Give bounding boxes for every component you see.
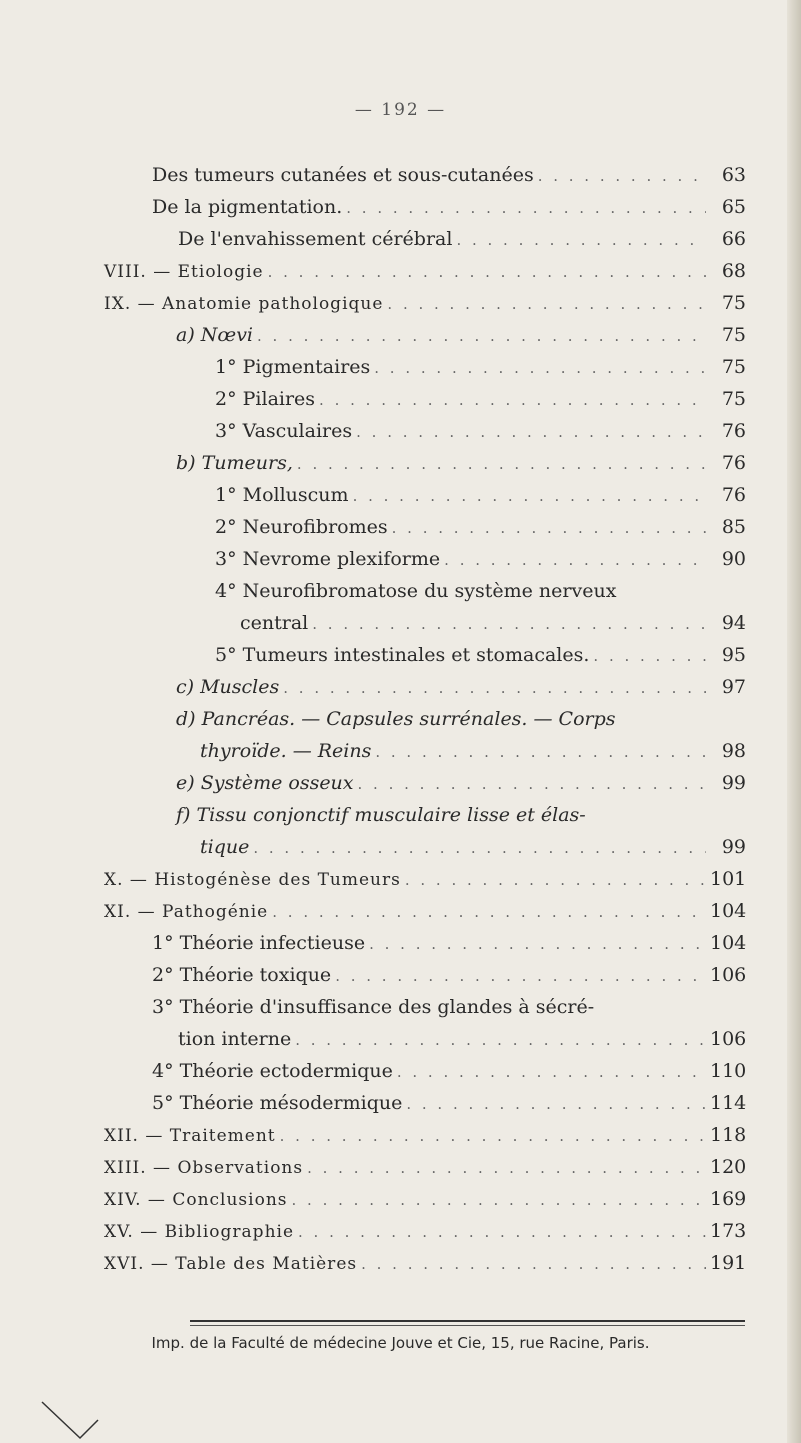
toc-entry-label: 3° Nevrome plexiforme [215, 548, 441, 570]
dot-leader [405, 866, 706, 894]
toc-entry[interactable] [152, 1057, 746, 1086]
dot-leader [356, 418, 706, 446]
toc-entry[interactable] [215, 545, 746, 574]
footer-rule-thick [190, 1320, 745, 1322]
toc-entry[interactable] [152, 161, 746, 190]
toc-entry[interactable] [200, 737, 746, 766]
dot-leader [353, 482, 706, 510]
printer-imprint: Imp. de la Faculté de médecine Jouve et Cie, 15, rue Racine, Paris. [151, 1334, 650, 1352]
toc-entry[interactable] [215, 385, 746, 414]
toc-entry[interactable] [104, 1121, 746, 1150]
toc-entry-page: 90 [721, 548, 746, 570]
dot-leader [280, 1122, 706, 1150]
toc-entry-label: 2° Neurofibromes [215, 516, 388, 538]
toc-entry-page: 173 [710, 1220, 747, 1242]
toc-entry[interactable] [152, 193, 746, 222]
toc-entry-label: Des tumeurs cutanées et sous-cutanées [152, 164, 534, 186]
toc-entry[interactable] [215, 481, 746, 510]
toc-entry[interactable] [104, 1185, 746, 1214]
toc-entry-label: XI. — Pathogénie [104, 902, 269, 922]
toc-entry-label: c) Muscles [176, 676, 280, 698]
toc-entry[interactable] [104, 289, 746, 318]
toc-entry[interactable] [152, 961, 746, 990]
toc-entry[interactable] [176, 321, 746, 350]
toc-entry-label: 5° Tumeurs intestinales et stomacales. [215, 644, 590, 666]
toc-entry-page: 169 [710, 1188, 747, 1210]
toc-entry-page: 118 [710, 1124, 747, 1146]
dot-leader [292, 1186, 706, 1214]
toc-entry-page: 76 [721, 484, 746, 506]
toc-entry-label: IX. — Anatomie pathologique [104, 294, 384, 314]
toc-entry[interactable] [176, 769, 746, 798]
dot-leader [444, 546, 706, 574]
toc-entry-page: 106 [710, 964, 747, 986]
toc-entry-label: tion interne [178, 1028, 292, 1050]
dot-leader [297, 450, 706, 478]
dot-leader [268, 258, 706, 286]
toc-entry-label: 2° Théorie toxique [152, 964, 332, 986]
dot-leader [593, 642, 706, 670]
page-edge [787, 0, 801, 1443]
toc-entry-label-line1: 4° Neurofibromatose du système nerveux [215, 580, 617, 602]
dot-leader [358, 770, 706, 798]
dot-leader [375, 738, 706, 766]
dot-leader [257, 322, 706, 350]
toc-entry[interactable] [240, 609, 746, 638]
toc-entry-page: 120 [710, 1156, 747, 1178]
toc-entry-label: tique [200, 836, 250, 858]
toc-entry-label: XV. — Bibliographie [104, 1222, 295, 1242]
dot-leader [272, 898, 706, 926]
toc-entry-page: 99 [721, 836, 746, 858]
dot-leader [312, 610, 706, 638]
dot-leader [307, 1154, 706, 1182]
toc-entry-page: 75 [721, 356, 746, 378]
toc-entry-label: e) Système osseux [176, 772, 354, 794]
toc-entry-label: 1° Théorie infectieuse [152, 932, 366, 954]
toc-entry-page: 104 [710, 932, 747, 954]
toc-entry-label-line1: d) Pancréas. — Capsules surrénales. — Corps [176, 708, 616, 730]
footer-rule-thin [190, 1325, 745, 1326]
toc-entry[interactable] [104, 1249, 746, 1278]
toc-entry-label: 4° Théorie ectodermique [152, 1060, 393, 1082]
toc-entry-page: 95 [721, 644, 746, 666]
toc-entry-label: 5° Théorie mésodermique [152, 1092, 403, 1114]
dot-leader [369, 930, 706, 958]
toc-entry-page: 75 [721, 324, 746, 346]
toc-entry-label: 3° Vasculaires [215, 420, 353, 442]
toc-entry-page: 106 [710, 1028, 747, 1050]
dot-leader [387, 290, 706, 318]
toc-entry[interactable] [104, 897, 746, 926]
dot-leader [253, 834, 706, 862]
dot-leader [335, 962, 706, 990]
toc-entry-page: 63 [721, 164, 746, 186]
dot-leader [346, 194, 706, 222]
toc-entry-label: XII. — Traitement [104, 1126, 276, 1146]
toc-entry-page: 94 [721, 612, 746, 634]
toc-entry-page: 75 [721, 292, 746, 314]
toc-entry[interactable] [152, 929, 746, 958]
toc-entry-page: 97 [721, 676, 746, 698]
toc-entry-label: thyroïde. — Reins [200, 740, 372, 762]
toc-entry-label: 1° Pigmentaires [215, 356, 371, 378]
toc-entry[interactable] [200, 833, 746, 862]
dot-leader [538, 162, 706, 190]
toc-entry[interactable] [215, 417, 746, 446]
toc-entry-label: De l'envahissement cérébral [178, 228, 453, 250]
toc-entry-page: 101 [710, 868, 747, 890]
dot-leader [397, 1058, 706, 1086]
toc-entry-label: 2° Pilaires [215, 388, 316, 410]
toc-entry[interactable] [215, 641, 746, 670]
toc-entry-page: 104 [710, 900, 747, 922]
toc-entry[interactable] [104, 257, 746, 286]
page-number: — 192 — [354, 100, 447, 120]
toc-entry-label: VIII. — Etiologie [104, 262, 264, 282]
toc-entry-page: 68 [721, 260, 746, 282]
toc-entry[interactable] [215, 513, 746, 542]
toc-entry-page: 76 [721, 420, 746, 442]
toc-entry-label-line1: 3° Théorie d'insuffisance des glandes à sécré- [152, 996, 595, 1018]
dot-leader [283, 674, 706, 702]
toc-entry-page: 65 [721, 196, 746, 218]
corner-fold-mark [40, 1400, 100, 1440]
toc-entry[interactable] [104, 865, 746, 894]
dot-leader [319, 386, 706, 414]
toc-entry-page: 76 [721, 452, 746, 474]
toc-entry[interactable] [176, 449, 746, 478]
dot-leader [361, 1250, 706, 1278]
dot-leader [298, 1218, 706, 1246]
toc-entry[interactable] [104, 1153, 746, 1182]
toc-entry-label: De la pigmentation. [152, 196, 343, 218]
dot-leader [392, 514, 706, 542]
dot-leader [456, 226, 706, 254]
dot-leader [295, 1026, 706, 1054]
toc-entry[interactable] [178, 225, 746, 254]
toc-entry[interactable] [178, 1025, 746, 1054]
toc-entry[interactable] [152, 1089, 746, 1118]
toc-entry-page: 99 [721, 772, 746, 794]
toc-entry-page: 114 [710, 1092, 747, 1114]
toc-entry-label-line1: f) Tissu conjonctif musculaire lisse et élas- [176, 804, 586, 826]
toc-entry-page: 98 [721, 740, 746, 762]
toc-entry-label: central [240, 612, 309, 634]
dot-leader [374, 354, 706, 382]
toc-entry[interactable] [104, 1217, 746, 1246]
toc-entry-label: X. — Histogénèse des Tumeurs [104, 870, 401, 890]
toc-entry-label: 1° Molluscum [215, 484, 349, 506]
toc-entry-label: b) Tumeurs, [176, 452, 293, 474]
toc-entry-page: 66 [721, 228, 746, 250]
toc-entry-page: 85 [721, 516, 746, 538]
toc-entry-label: XIV. — Conclusions [104, 1190, 288, 1210]
toc-entry[interactable] [215, 353, 746, 382]
toc-entry-label: XVI. — Table des Matières [104, 1254, 358, 1274]
toc-entry[interactable] [176, 673, 746, 702]
toc-entry-label: a) Nœvi [176, 324, 254, 346]
dot-leader [406, 1090, 706, 1118]
toc-entry-page: 110 [710, 1060, 747, 1082]
toc-entry-page: 191 [710, 1252, 747, 1274]
toc-entry-page: 75 [721, 388, 746, 410]
toc-entry-label: XIII. — Observations [104, 1158, 304, 1178]
